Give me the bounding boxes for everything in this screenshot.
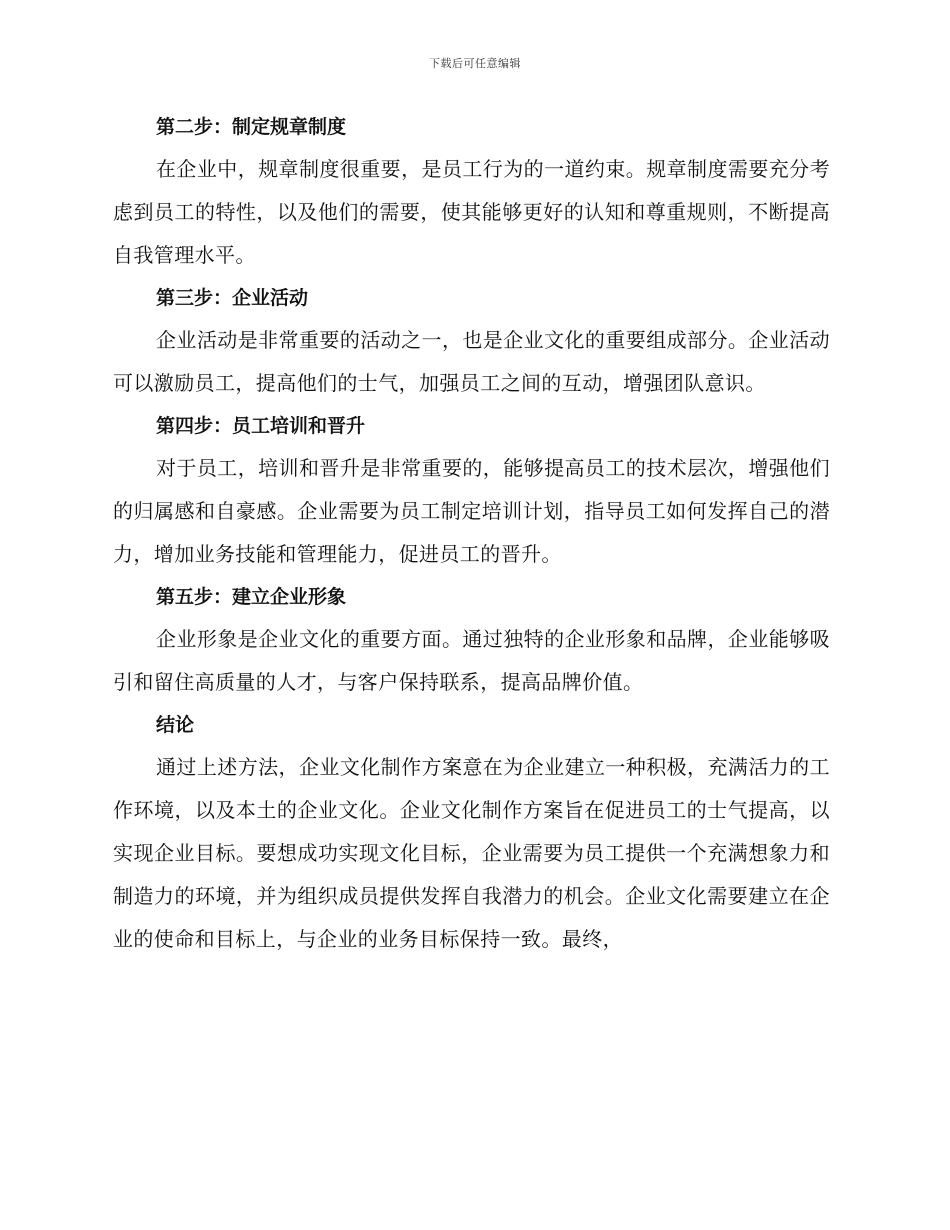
section-paragraph: 企业形象是企业文化的重要方面。通过独特的企业形象和品牌，企业能够吸引和留住高质量的人才，与客户保持联系，提高品牌价值。 [113,627,830,694]
section-conclusion [113,712,830,961]
section-heading: 结论 [156,714,195,736]
section-paragraph: 企业活动是非常重要的活动之一，也是企业文化的重要组成部分。企业活动可以激励员工，提高他们的士气，加强员工之间的互动，增强团队意识。 [113,328,830,395]
section-heading: 第五步：建立企业形象 [156,586,347,608]
section-heading: 第二步：制定规章制度 [156,116,347,138]
section-paragraph: 通过上述方法，企业文化制作方案意在为企业建立一种积极，充满活力的工作环境，以及本土的企业文化。企业文化制作方案旨在促进员工的士气提高，以实现企业目标。要想成功实现文化目标，企业需要为员工提供一个充满想象力和制造力的环境，并为组织成员提供发挥自我潜力的机会。企业文化需要建立在企业的使命和目标上，与企业的业务目标保持一致。最终， [113,755,830,951]
document-body [113,106,830,969]
section-step-2 [113,114,830,277]
section-heading: 第三步：企业活动 [156,287,309,309]
page-header: 下载后可任意编辑 [429,57,521,70]
section-paragraph: 在企业中，规章制度很重要，是员工行为的一道约束。规章制度需要充分考虑到员工的特性，以及他们的需要，使其能够更好的认知和尊重规则，不断提高自我管理水平。 [113,157,830,267]
section-heading: 第四步：员工培训和晋升 [156,415,366,437]
section-paragraph: 对于员工，培训和晋升是非常重要的，能够提高员工的技术层次，增强他们的归属感和自豪感。企业需要为员工制定培训计划，指导员工如何发挥自己的潜力，增加业务技能和管理能力，促进员工的晋升。 [113,456,830,566]
section-step-4 [113,413,830,576]
section-step-3 [113,285,830,405]
section-step-5 [113,584,830,704]
